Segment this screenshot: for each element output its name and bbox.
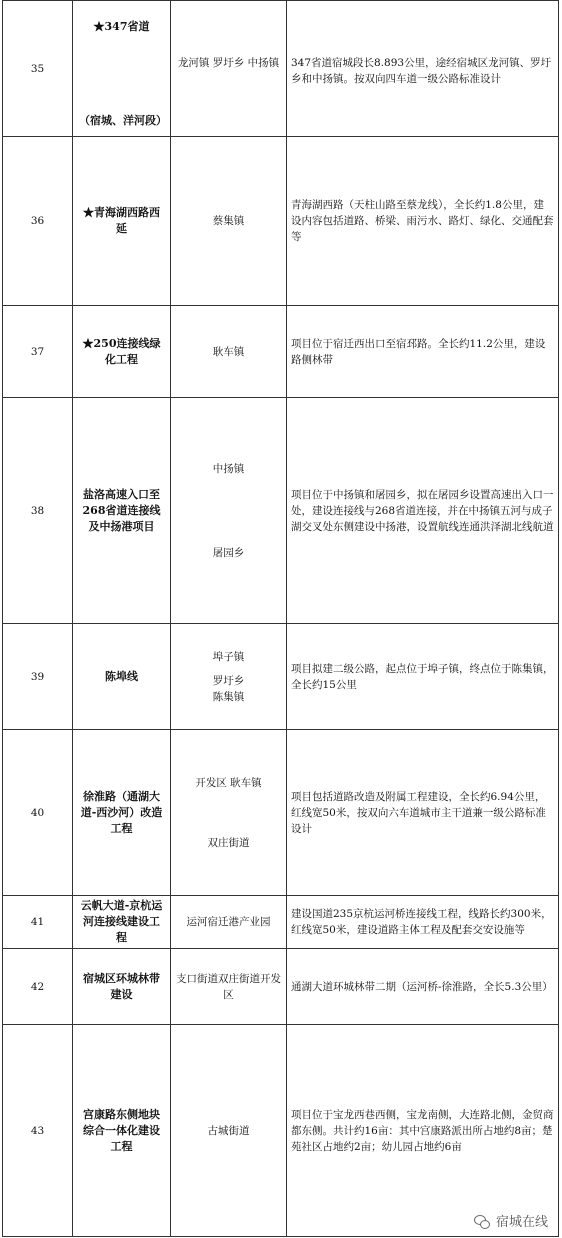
town-line: 开发区 耿车镇: [195, 776, 262, 789]
town-line: 运河宿迁港产业园: [186, 916, 271, 928]
project-desc: 项目位于中扬镇和屠园乡，拟在屠园乡设置高速出入口一处，建设连接线与268省道连接，并在中扬镇五河与成子湖交叉处东侧建设中扬港，设置航线连通洪泽湖北线航道: [287, 398, 559, 624]
town-line: 蔡集镇: [212, 215, 245, 227]
row-number: 41: [3, 896, 73, 949]
table-row: [3, 949, 559, 1025]
project-desc: 建设国道235京杭运河桥连接线工程，线路长约300米，红线宽50米，建设道路主体工程及配套交安设施等: [287, 896, 559, 949]
project-desc: 项目拟建二级公路，起点位于埠子镇，终点位于陈集镇，全长约15公里: [287, 624, 559, 730]
town-line: 支口街道双庄街道开发区: [176, 972, 281, 1001]
project-desc: 青海湖西路（天柱山路至蔡龙线），全长约1.8公里，建设内容包括道路、桥梁、雨污水、路灯、绿化、交通配套等: [287, 137, 559, 306]
town-line: 陈集镇: [212, 690, 245, 703]
row-number: 40: [3, 730, 73, 896]
project-name: ★250连接线绿化工程: [73, 306, 171, 398]
project-town: [171, 730, 287, 896]
project-town: [171, 1025, 287, 1237]
town-line: 龙河镇 罗圩乡 中扬镇: [177, 57, 280, 69]
row-number: 37: [3, 306, 73, 398]
town-line: 耿车镇: [212, 345, 245, 358]
project-town: [171, 896, 287, 949]
project-name: 宿城区环城林带建设: [73, 949, 171, 1025]
town-line: 中扬镇: [212, 462, 245, 475]
town-line: 屠园乡: [212, 546, 245, 559]
project-name: [73, 1, 171, 137]
table-row: [3, 624, 559, 730]
project-town: [171, 137, 287, 306]
project-town: [171, 398, 287, 624]
project-name: 宫康路东侧地块综合一体化建设工程: [73, 1025, 171, 1237]
watermark: [474, 1211, 548, 1230]
table-row: [3, 730, 559, 896]
town-line: 埠子镇: [212, 650, 245, 663]
table-row: [3, 137, 559, 306]
town-line: 罗圩乡: [212, 674, 245, 687]
table-row: [3, 1025, 559, 1237]
project-name: 徐淮路（通湖大道-西沙河）改造工程: [73, 730, 171, 896]
project-desc: 347省道宿城段长8.893公里，途经宿城区龙河镇、罗圩乡和中扬镇。按双向四车道一级公路标准设计: [287, 1, 559, 137]
project-name: 云帆大道-京杭运河连接线建设工程: [73, 896, 171, 949]
project-desc: 项目包括道路改造及附属工程建设，全长约6.94公里，红线宽50米，按双向六车道城市主干道兼一级公路标准设计: [287, 730, 559, 896]
table-row: [3, 306, 559, 398]
project-desc: 通湖大道环城林带二期（运河桥-徐淮路，全长5.3公里）: [287, 949, 559, 1025]
project-name: 陈埠线: [73, 624, 171, 730]
project-name-main: ★347省道: [93, 19, 150, 33]
project-town: [171, 1, 287, 137]
table-row: [3, 896, 559, 949]
project-name-sub: （宿城、洋河段）: [79, 113, 167, 127]
project-table: [2, 0, 559, 1237]
project-desc: 项目位于宝龙西巷西侧，宝龙南侧，大连路北侧，金贸商都东侧。共计约16亩：其中宫康路派出所占地约8亩；楚苑社区占地约2亩；幼儿园占地约6亩: [287, 1025, 559, 1237]
table-row: [3, 1, 559, 137]
row-number: 42: [3, 949, 73, 1025]
project-town: [171, 624, 287, 730]
row-number: 35: [3, 1, 73, 137]
town-line: 古城街道: [207, 1124, 250, 1137]
wechat-icon: [474, 1214, 490, 1228]
town-line: 双庄街道: [207, 836, 250, 849]
row-number: 39: [3, 624, 73, 730]
watermark-text: 宿城在线: [495, 1215, 548, 1230]
project-name: 盐洛高速入口至268省道连接线及中扬港项目: [73, 398, 171, 624]
project-town: [171, 949, 287, 1025]
row-number: 36: [3, 137, 73, 306]
project-name: ★青海湖西路西延: [73, 137, 171, 306]
table-row: [3, 398, 559, 624]
project-desc: 项目位于宿迁西出口至宿邳路。全长约11.2公里，建设路侧林带: [287, 306, 559, 398]
project-town: [171, 306, 287, 398]
row-number: 43: [3, 1025, 73, 1237]
row-number: 38: [3, 398, 73, 624]
